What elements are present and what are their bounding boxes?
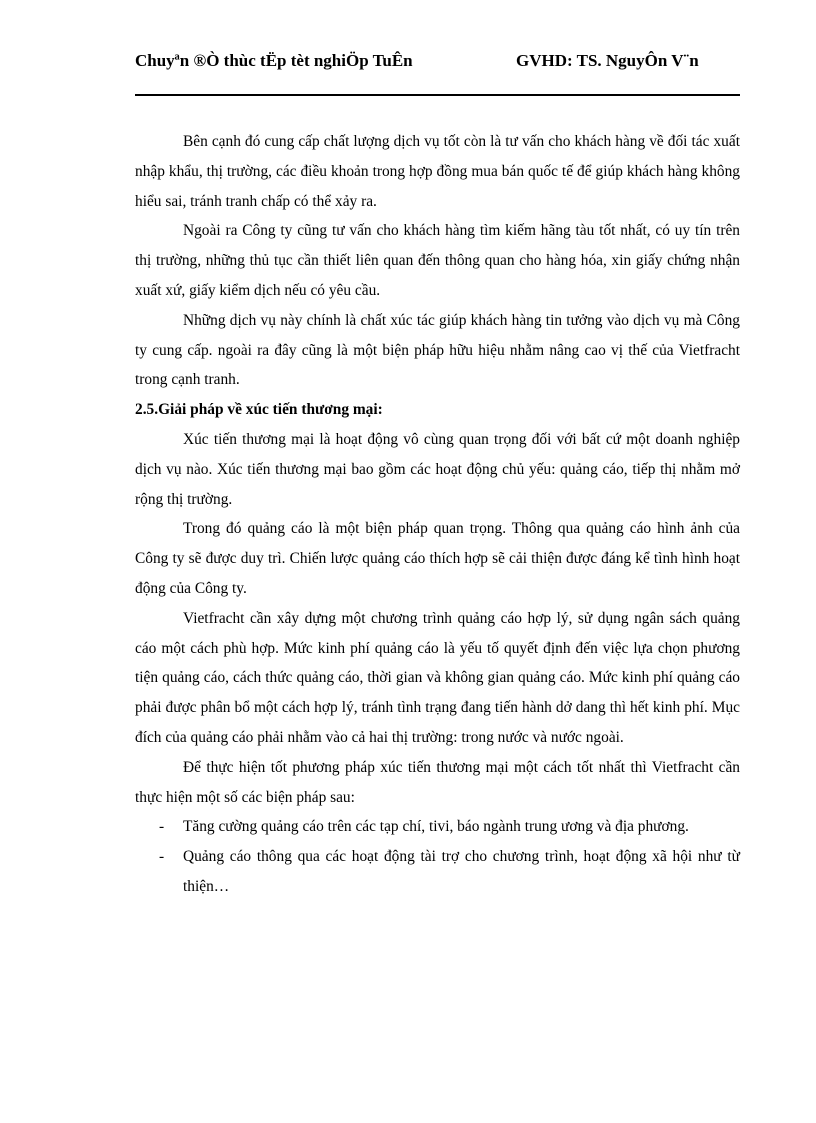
section-heading: 2.5.Giải pháp về xúc tiến thương mại: bbox=[135, 401, 383, 419]
bullet-dash: - bbox=[159, 848, 165, 866]
header-title: Chuyªn ®Ò thùc tËp tèt nghiÖp TuÊn bbox=[135, 51, 413, 70]
bullet-dash: - bbox=[159, 818, 165, 836]
paragraph-4: Xúc tiến thương mại là hoạt động vô cùng quan trọng đối với bất cứ một doanh nghiệp dịch vụ nào. Xúc tiến thương mại bao gồm các hoạt động chủ yếu: quảng cáo, tiếp thị nhằm mở rộng thị trường. bbox=[135, 430, 740, 508]
list-item-text: Tăng cường quảng cáo trên các tạp chí, tivi, báo ngành trung ương và địa phương. bbox=[183, 818, 689, 836]
paragraph-7: Để thực hiện tốt phương pháp xúc tiến thương mại một cách tốt nhất thì Vietfracht cần thực hiện một số các biện pháp sau: bbox=[135, 758, 740, 806]
paragraph-5: Trong đó quảng cáo là một biện pháp quan trọng. Thông qua quảng cáo hình ảnh của Công ty sẽ được duy trì. Chiến lược quảng cáo thích hợp sẽ cải thiện được đáng kể tình hình hoạt động của Công ty. bbox=[135, 520, 740, 597]
paragraph-2: Ngoài ra Công ty cũng tư vấn cho khách hàng tìm kiếm hãng tàu tốt nhất, có uy tín trên thị trường, những thủ tục cần thiết liên quan đến thông quan cho hàng hóa, xin giấy chứng nhận xuất xứ, giấy kiểm dịch nếu có yêu cầu. bbox=[135, 222, 740, 299]
header-advisor: GVHD: TS. NguyÔn V¨n bbox=[516, 51, 699, 70]
page-header bbox=[135, 50, 740, 96]
paragraph-1: Bên cạnh đó cung cấp chất lượng dịch vụ tốt còn là tư vấn cho khách hàng về đối tác xuất nhập khẩu, thị trường, các điều khoản trong hợp đồng mua bán quốc tế để giúp khách hàng không hiểu sai, tránh tranh chấp có thể xảy ra. bbox=[135, 133, 740, 210]
list-item-text: Quảng cáo thông qua các hoạt động tài trợ cho chương trình, hoạt động xã hội như từ thiện… bbox=[183, 848, 740, 895]
list-item-2 bbox=[135, 842, 740, 902]
paragraph-3: Những dịch vụ này chính là chất xúc tác giúp khách hàng tin tưởng vào dịch vụ mà Công ty cung cấp. ngoài ra đây cũng là một biện pháp hữu hiệu nhằm nâng cao vị thế của Vietfracht trong cạnh tranh. bbox=[135, 311, 740, 389]
list-item-1 bbox=[135, 812, 740, 842]
document-body bbox=[135, 127, 740, 902]
paragraph-6: Vietfracht cần xây dựng một chương trình quảng cáo hợp lý, sử dụng ngân sách quảng cáo một cách phù hợp. Mức kinh phí quảng cáo là yếu tố quyết định đến việc lựa chọn phương tiện quảng cáo, cách thức quảng cáo, thời gian và không gian quảng cáo. Mức kinh phí quảng cáo phải được phân bổ một cách hợp lý, tránh tình trạng đang tiến hành dở dang thì hết kinh phí. Mục đích của quảng cáo phải nhằm vào cả hai thị trường: trong nước và nước ngoài. bbox=[135, 609, 740, 746]
